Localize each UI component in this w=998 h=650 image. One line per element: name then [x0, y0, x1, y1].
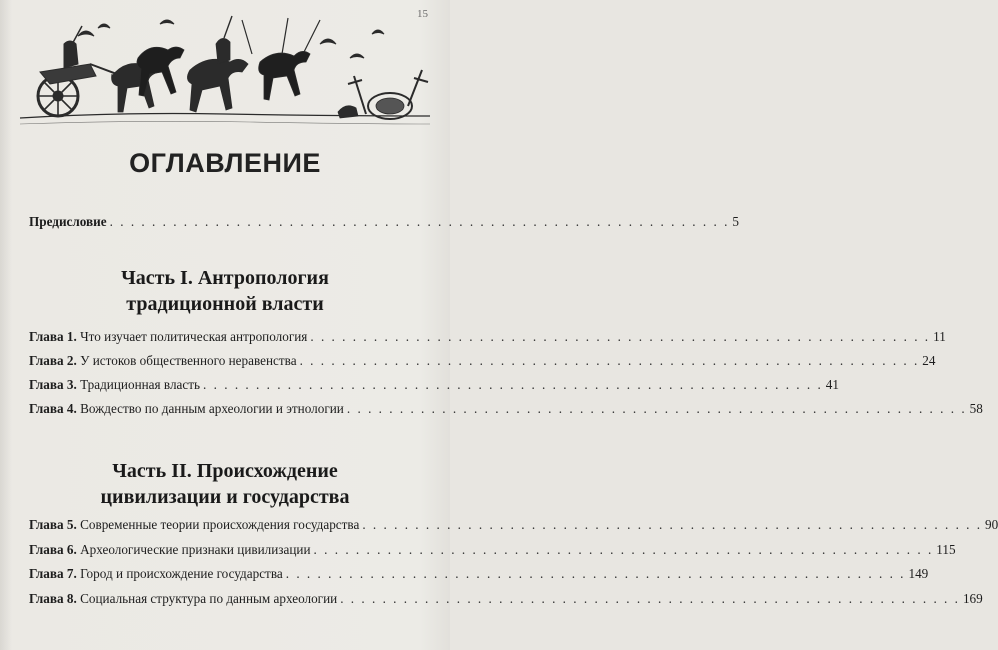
page-number-header: 15	[417, 8, 428, 20]
page-number: 115	[936, 542, 956, 557]
chapter-title: Вождество по данным археологии и этнологии	[80, 401, 344, 416]
chapter-title: Социальная структура по данным археологии	[80, 591, 338, 606]
leader-dots: . . . . . . . . . . . . . . . . . . . . . . . . . . . . . . . . . . . . . . . . . . . . . . . . . . . . . . . . . . .	[340, 591, 960, 606]
table-of-contents-title: ОГЛАВЛЕНИЕ	[129, 148, 321, 178]
toc-entry-chapter-8[interactable]	[29, 591, 983, 607]
part-2-title-line2: цивилизации и государства	[100, 486, 350, 508]
page-number: 169	[962, 591, 983, 606]
battle-engraving-illustration	[20, 14, 430, 132]
toc-entry-chapter-3[interactable]	[29, 377, 839, 393]
page-number: 58	[969, 401, 983, 416]
chapter-title: Что изучает политическая антропология	[80, 329, 308, 344]
leader-dots: . . . . . . . . . . . . . . . . . . . . . . . . . . . . . . . . . . . . . . . . . . . . . . . . . . . . . . . . . . .	[285, 566, 906, 581]
leader-dots: . . . . . . . . . . . . . . . . . . . . . . . . . . . . . . . . . . . . . . . . . . . . . . . . . . . . . . . . . . .	[362, 517, 983, 532]
chapter-title: Современные теории происхождения государства	[80, 517, 360, 532]
toc-entry-chapter-7[interactable]	[29, 566, 929, 582]
page-number: 149	[908, 566, 929, 581]
part-1-title-line1: Часть I. Антропология	[121, 267, 329, 289]
chapter-title: Археологические признаки цивилизации	[80, 542, 311, 557]
leader-dots: . . . . . . . . . . . . . . . . . . . . . . . . . . . . . . . . . . . . . . . . . . . . . . . . . . . . . . . . . . .	[299, 353, 920, 368]
page-number: 11	[933, 329, 946, 344]
part-2-heading	[0, 458, 450, 510]
page-number: 90	[985, 517, 998, 532]
leader-dots: . . . . . . . . . . . . . . . . . . . . . . . . . . . . . . . . . . . . . . . . . . . . . . . . . . . . . . . . . . .	[310, 329, 931, 344]
chapter-prefix: Глава 1.	[29, 329, 77, 344]
toc-entry-chapter-4[interactable]	[29, 401, 983, 417]
page-number: 41	[825, 377, 839, 392]
toc-entry-chapter-1[interactable]	[29, 329, 946, 345]
leader-dots: . . . . . . . . . . . . . . . . . . . . . . . . . . . . . . . . . . . . . . . . . . . . . . . . . . . . . . . . . . .	[203, 377, 823, 392]
toc-entry-chapter-5[interactable]	[29, 517, 998, 533]
toc-entry-preface[interactable]	[29, 214, 739, 230]
leader-dots: . . . . . . . . . . . . . . . . . . . . . . . . . . . . . . . . . . . . . . . . . . . . . . . . . . . . . . . . . . .	[313, 542, 934, 557]
part-1-title-line2: традиционной власти	[126, 293, 324, 315]
chapter-title: Город и происхождение государства	[80, 566, 283, 581]
chapter-prefix: Глава 4.	[29, 401, 77, 416]
chapter-title: У истоков общественного неравенства	[80, 353, 297, 368]
part-1-heading	[0, 265, 450, 317]
part-2-title-line1: Часть II. Происхождение	[112, 460, 338, 482]
chapter-prefix: Глава 8.	[29, 591, 77, 606]
leader-dots: . . . . . . . . . . . . . . . . . . . . . . . . . . . . . . . . . . . . . . . . . . . . . . . . . . . . . . . . . . .	[346, 401, 967, 416]
chapter-prefix: Глава 6.	[29, 542, 77, 557]
chapter-prefix: Глава 7.	[29, 566, 77, 581]
chapter-prefix: Глава 2.	[29, 353, 77, 368]
toc-entry-chapter-6[interactable]	[29, 542, 956, 558]
page-number: 24	[922, 353, 936, 368]
preface-label: Предисловие	[29, 214, 107, 229]
page-number: 5	[732, 214, 739, 229]
leader-dots: . . . . . . . . . . . . . . . . . . . . . . . . . . . . . . . . . . . . . . . . . . . . . . . . . . . . . . . . . . .	[109, 214, 730, 229]
chapter-prefix: Глава 3.	[29, 377, 77, 392]
toc-entry-chapter-2[interactable]	[29, 353, 936, 369]
chapter-title: Традиционная власть	[80, 377, 201, 392]
chapter-prefix: Глава 5.	[29, 517, 77, 532]
